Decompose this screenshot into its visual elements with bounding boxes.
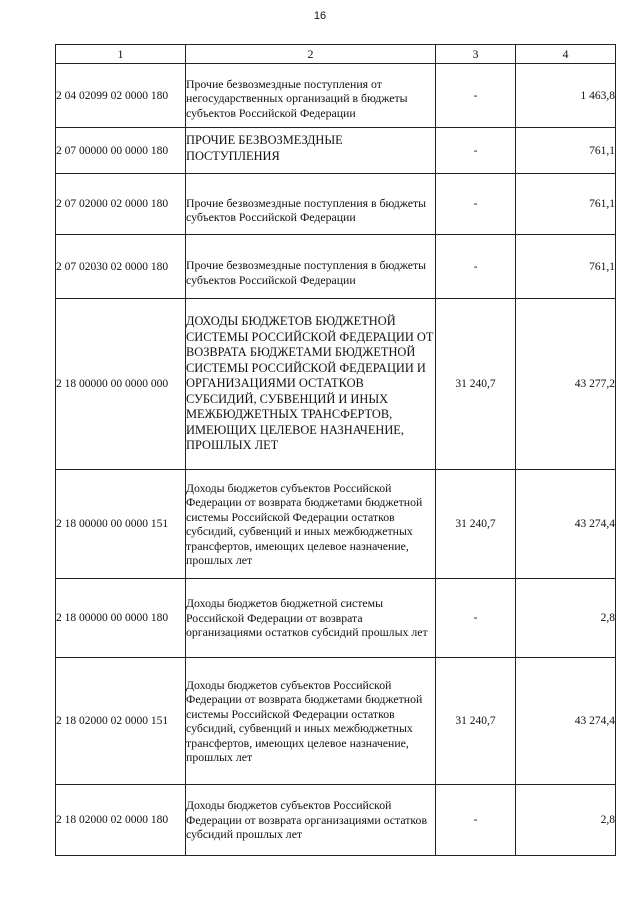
row-name bbox=[186, 470, 436, 579]
table-header-row bbox=[56, 45, 616, 64]
row-name bbox=[186, 128, 436, 174]
row-value-col4: 761,1 bbox=[516, 128, 616, 174]
row-code: 2 18 02000 02 0000 151 bbox=[56, 658, 186, 785]
row-name bbox=[186, 174, 436, 235]
row-code: 2 07 00000 00 0000 180 bbox=[56, 128, 186, 174]
row-name bbox=[186, 785, 436, 856]
row-name-text: Доходы бюджетов субъектов Российской Федерации от возврата бюджетами бюджетной системы Российской Федерации остатков субсидий, субвенций и иных межбюджетных трансфертов, имеющих целевое назначение, прошлых лет bbox=[186, 677, 423, 764]
row-value-col4: 43 274,4 bbox=[516, 470, 616, 579]
table-row bbox=[56, 128, 616, 174]
table-row bbox=[56, 579, 616, 658]
table-row bbox=[56, 299, 616, 470]
table-row bbox=[56, 785, 616, 856]
row-name-text: Доходы бюджетов субъектов Российской Федерации от возврата организациями остатков субсидий прошлых лет bbox=[186, 798, 428, 842]
row-name bbox=[186, 235, 436, 299]
row-name-text: Доходы бюджетов субъектов Российской Федерации от возврата бюджетами бюджетной системы Российской Федерации остатков субсидий, субвенций и иных межбюджетных трансфертов, имеющих целевое назначение, прошлых лет bbox=[186, 480, 423, 567]
row-code: 2 04 02099 02 0000 180 bbox=[56, 64, 186, 128]
row-value-col3: - bbox=[436, 785, 516, 856]
column-header-code: 1 bbox=[56, 45, 186, 64]
table-row bbox=[56, 470, 616, 579]
row-value-col4: 2,8 bbox=[516, 785, 616, 856]
row-code: 2 07 02000 02 0000 180 bbox=[56, 174, 186, 235]
column-header-col4: 4 bbox=[516, 45, 616, 64]
row-code: 2 18 00000 00 0000 180 bbox=[56, 579, 186, 658]
row-value-col4: 761,1 bbox=[516, 235, 616, 299]
row-code: 2 07 02030 02 0000 180 bbox=[56, 235, 186, 299]
table-row bbox=[56, 64, 616, 128]
row-code: 2 18 00000 00 0000 000 bbox=[56, 299, 186, 470]
row-value-col4: 43 274,4 bbox=[516, 658, 616, 785]
row-value-col4: 761,1 bbox=[516, 174, 616, 235]
row-value-col3: 31 240,7 bbox=[436, 299, 516, 470]
page-number: 16 bbox=[313, 10, 327, 22]
row-code: 2 18 00000 00 0000 151 bbox=[56, 470, 186, 579]
row-name-text: ПРОЧИЕ БЕЗВОЗМЕЗДНЫЕ ПОСТУПЛЕНИЯ bbox=[186, 133, 343, 163]
row-value-col4: 1 463,8 bbox=[516, 64, 616, 128]
table-row bbox=[56, 174, 616, 235]
row-value-col3: 31 240,7 bbox=[436, 470, 516, 579]
row-name bbox=[186, 64, 436, 128]
column-header-name: 2 bbox=[186, 45, 436, 64]
table-row bbox=[56, 658, 616, 785]
row-value-col3: - bbox=[436, 128, 516, 174]
row-name bbox=[186, 658, 436, 785]
row-name-text: ДОХОДЫ БЮДЖЕТОВ БЮДЖЕТНОЙ СИСТЕМЫ РОССИЙСКОЙ ФЕДЕРАЦИИ ОТ ВОЗВРАТА БЮДЖЕТАМИ БЮДЖЕТНОЙ СИСТЕМЫ РОССИЙСКОЙ ФЕДЕРАЦИИ И ОРГАНИЗАЦИЯМИ ОСТАТКОВ СУБСИДИЙ, СУБВЕНЦИЙ И ИНЫХ МЕЖБЮДЖЕТНЫХ ТРАНСФЕРТОВ, ИМЕЮЩИХ ЦЕЛЕВОЕ НАЗНАЧЕНИЕ, ПРОШЛЫХ ЛЕТ bbox=[186, 314, 434, 453]
row-value-col4: 2,8 bbox=[516, 579, 616, 658]
row-name-text: Прочие безвозмездные поступления от негосударственных организаций в бюджеты субъектов Российской Федерации bbox=[186, 76, 408, 120]
row-value-col3: - bbox=[436, 174, 516, 235]
row-value-col3: - bbox=[436, 579, 516, 658]
row-name bbox=[186, 579, 436, 658]
row-value-col3: - bbox=[436, 235, 516, 299]
row-name-text: Прочие безвозмездные поступления в бюджеты субъектов Российской Федерации bbox=[186, 258, 427, 287]
row-value-col3: - bbox=[436, 64, 516, 128]
row-name-text: Прочие безвозмездные поступления в бюджеты субъектов Российской Федерации bbox=[186, 195, 427, 224]
column-header-col3: 3 bbox=[436, 45, 516, 64]
row-name-text: Доходы бюджетов бюджетной системы Российской Федерации от возврата организациями остатков субсидий прошлых лет bbox=[186, 596, 428, 640]
row-code: 2 18 02000 02 0000 180 bbox=[56, 785, 186, 856]
row-name bbox=[186, 299, 436, 470]
table-row bbox=[56, 235, 616, 299]
budget-revenue-table bbox=[55, 44, 616, 856]
row-value-col4: 43 277,2 bbox=[516, 299, 616, 470]
row-value-col3: 31 240,7 bbox=[436, 658, 516, 785]
